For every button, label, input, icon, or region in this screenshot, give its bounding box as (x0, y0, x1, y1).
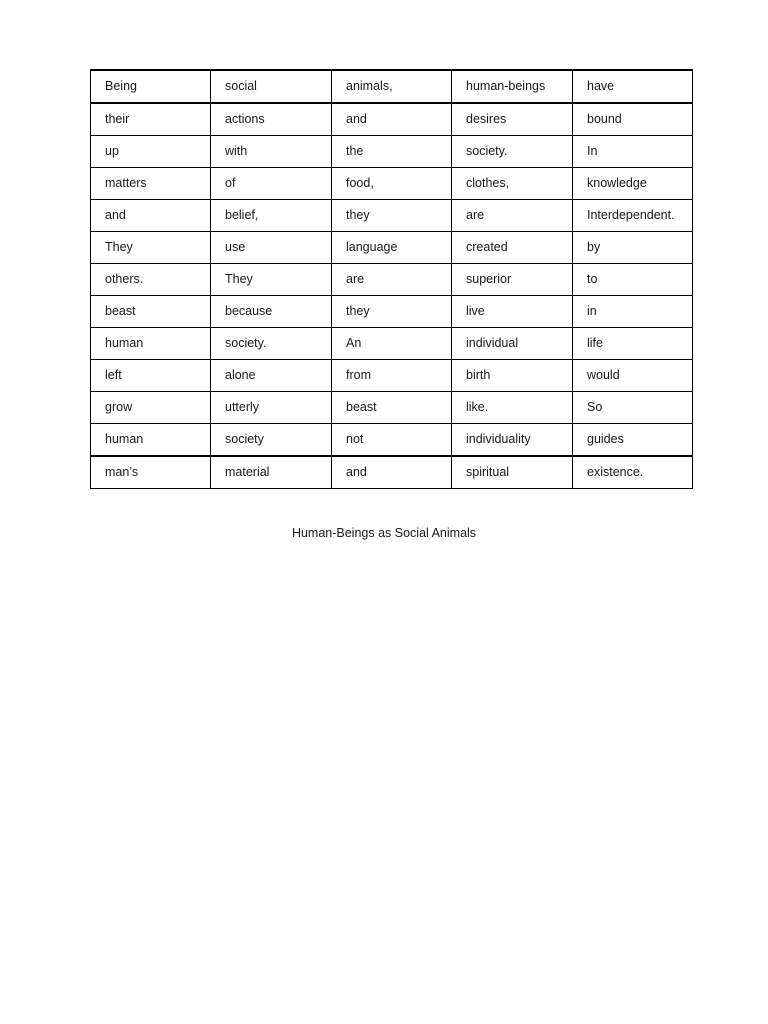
table-cell: knowledge (573, 168, 693, 200)
table-cell: use (211, 232, 332, 264)
table-cell: live (452, 296, 573, 328)
table-caption: Human-Beings as Social Animals (291, 526, 477, 540)
table-cell: utterly (211, 392, 332, 424)
table-cell: like. (452, 392, 573, 424)
table-cell: because (211, 296, 332, 328)
table-row (91, 456, 693, 489)
table-cell: In (573, 136, 693, 168)
table-cell: spiritual (452, 456, 573, 489)
table-cell: alone (211, 360, 332, 392)
table-cell: not (332, 424, 452, 457)
table-cell: beast (91, 296, 211, 328)
table-cell: their (91, 103, 211, 136)
table-cell: beast (332, 392, 452, 424)
table-cell: they (332, 296, 452, 328)
table-cell: language (332, 232, 452, 264)
table-row (91, 70, 693, 103)
table-row (91, 103, 693, 136)
table-cell: An (332, 328, 452, 360)
table-row (91, 168, 693, 200)
table-cell: grow (91, 392, 211, 424)
table-cell: and (332, 456, 452, 489)
table-cell: society. (452, 136, 573, 168)
table-cell: So (573, 392, 693, 424)
table-cell: from (332, 360, 452, 392)
table-cell: guides (573, 424, 693, 457)
table-cell: man’s (91, 456, 211, 489)
table-cell: birth (452, 360, 573, 392)
table-cell: existence. (573, 456, 693, 489)
table-cell: and (332, 103, 452, 136)
table-cell: bound (573, 103, 693, 136)
table-cell: they (332, 200, 452, 232)
table-cell: material (211, 456, 332, 489)
table-cell: social (211, 70, 332, 103)
table-row (91, 360, 693, 392)
table-cell: They (211, 264, 332, 296)
table-cell: matters (91, 168, 211, 200)
table-cell: to (573, 264, 693, 296)
table-cell: have (573, 70, 693, 103)
word-table-body (91, 70, 693, 489)
table-cell: by (573, 232, 693, 264)
table-cell: clothes, (452, 168, 573, 200)
table-cell: human (91, 424, 211, 457)
table-row (91, 424, 693, 457)
table-cell: Interdependent. (573, 200, 693, 232)
table-cell: human (91, 328, 211, 360)
table-cell: are (452, 200, 573, 232)
table-cell: food, (332, 168, 452, 200)
table-cell: left (91, 360, 211, 392)
table-cell: individuality (452, 424, 573, 457)
table-cell: with (211, 136, 332, 168)
table-cell: superior (452, 264, 573, 296)
table-cell: of (211, 168, 332, 200)
table-cell: individual (452, 328, 573, 360)
table-row (91, 232, 693, 264)
table-cell: created (452, 232, 573, 264)
table-cell: animals, (332, 70, 452, 103)
table-cell: life (573, 328, 693, 360)
table-cell: and (91, 200, 211, 232)
table-row (91, 392, 693, 424)
word-table (90, 69, 693, 489)
table-cell: They (91, 232, 211, 264)
table-row (91, 200, 693, 232)
table-row (91, 264, 693, 296)
table-cell: others. (91, 264, 211, 296)
table-cell: belief, (211, 200, 332, 232)
table-row (91, 296, 693, 328)
table-cell: up (91, 136, 211, 168)
table-cell: Being (91, 70, 211, 103)
table-cell: desires (452, 103, 573, 136)
table-cell: the (332, 136, 452, 168)
table-cell: human-beings (452, 70, 573, 103)
table-cell: in (573, 296, 693, 328)
table-row (91, 136, 693, 168)
table-cell: actions (211, 103, 332, 136)
table-cell: society (211, 424, 332, 457)
table-cell: are (332, 264, 452, 296)
table-row (91, 328, 693, 360)
table-cell: would (573, 360, 693, 392)
table-cell: society. (211, 328, 332, 360)
